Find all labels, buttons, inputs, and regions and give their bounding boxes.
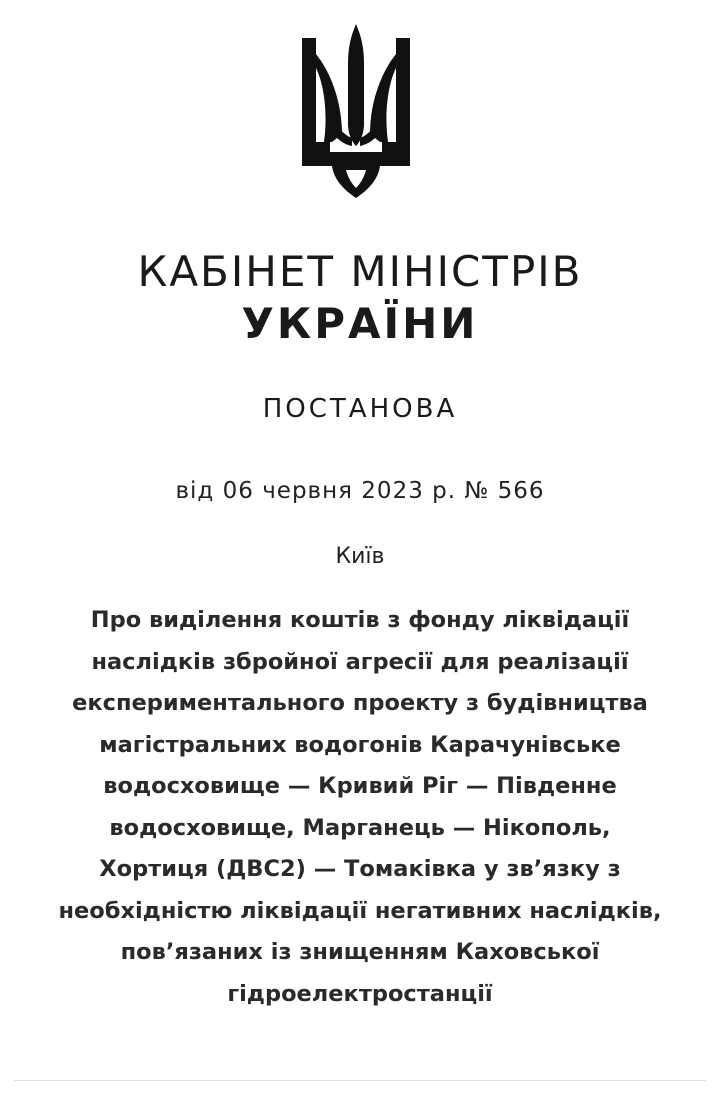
title-line: пов’язаних із знищенням Каховської xyxy=(120,939,600,965)
tryzub-icon xyxy=(302,24,410,198)
authority-line-1: КАБІНЕТ МІНІСТРІВ xyxy=(137,247,583,296)
title-line: Хортиця (ДВС2) — Томаківка у зв’язку з xyxy=(99,856,621,882)
title-line: гідроелектростанції xyxy=(227,980,493,1007)
title-line: магістральних водогонів Карачунівське xyxy=(99,731,621,758)
date-and-number: від 06 червня 2023 р. № 566 xyxy=(175,478,545,504)
title-line: наслідків збройної агресії для реалізації xyxy=(91,648,629,675)
authority-line-2: УКРАЇНИ xyxy=(241,299,479,348)
document-type: ПОСТАНОВА xyxy=(262,394,458,424)
place-of-issue: Київ xyxy=(335,544,385,569)
title-line: водосховище, Марганець — Нікополь, xyxy=(109,814,611,841)
issuing-authority xyxy=(0,246,720,350)
bottom-divider xyxy=(14,1080,706,1081)
title-line: необхідністю ліквідації негативних наслідків, xyxy=(58,897,662,924)
title-line: водосховище — Кривий Ріг — Південне xyxy=(103,773,617,799)
title-line: експериментального проекту з будівництва xyxy=(72,690,648,716)
title-line: Про виділення коштів з фонду ліквідації xyxy=(90,607,630,633)
document-title xyxy=(40,600,680,1015)
